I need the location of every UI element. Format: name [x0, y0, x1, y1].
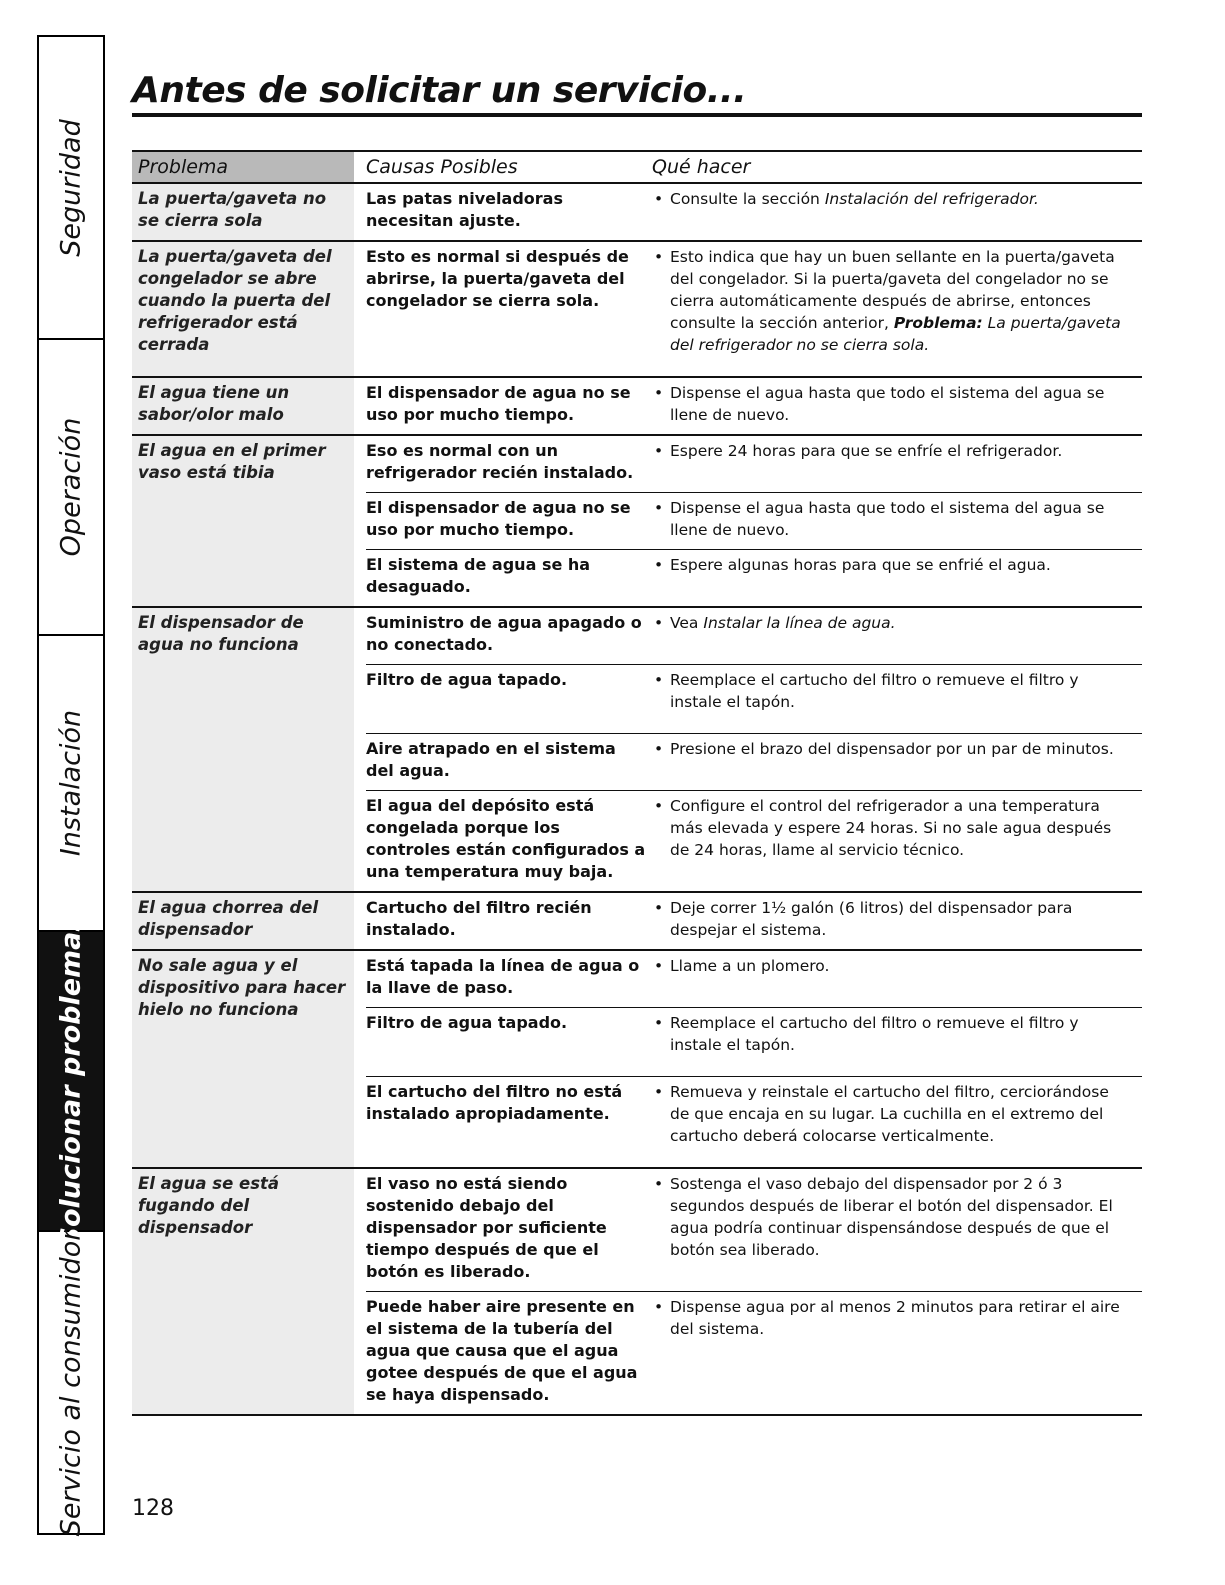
cause-row	[366, 790, 1142, 891]
tab-label: Operación	[55, 417, 87, 557]
solution-text	[652, 554, 1127, 576]
problem-group	[132, 1169, 1142, 1416]
solution-segment: Presione el brazo del dispensador por un par de minutos.	[670, 740, 1114, 758]
cause-text: Puede haber aire presente en el sistema de la tubería del agua que causa que el agua gotee después de que el agua se haya dispensado.	[366, 1297, 638, 1404]
problem-group	[132, 436, 1142, 608]
cause-row	[366, 492, 1142, 549]
header-causas: Causas Posibles	[366, 156, 518, 178]
solution-segment: Sostenga el vaso debajo del dispensador por 2 ó 3 segundos después de liberar el botón del dispensador. El agua podría continuar dispensándose después de que el botón sea liberado.	[670, 1175, 1113, 1259]
cause-row	[366, 1169, 1142, 1291]
cause-row	[366, 733, 1142, 790]
problem-text: No sale agua y el dispositivo para hacer hielo no funciona	[132, 951, 354, 1167]
solution-text	[652, 440, 1127, 462]
cause-text: Eso es normal con un refrigerador recién instalado.	[366, 441, 634, 482]
solution-segment: Reemplace el cartucho del filtro o remueve el filtro y instale el tapón.	[670, 671, 1079, 711]
problem-text: El agua chorrea del dispensador	[132, 893, 354, 949]
cause-text: Las patas niveladoras necesitan ajuste.	[366, 189, 563, 230]
cause-text: Aire atrapado en el sistema del agua.	[366, 739, 616, 780]
cause-text: El cartucho del filtro no está instalado apropiadamente.	[366, 1082, 623, 1123]
cause-text: Cartucho del filtro recién instalado.	[366, 898, 592, 939]
solution-text	[652, 612, 1127, 634]
problem-text: El agua en el primer vaso está tibia	[132, 436, 354, 606]
solution-text	[652, 795, 1127, 861]
tab-label: Servicio al consumidor	[55, 1229, 87, 1536]
problem-text: La puerta/gaveta no se cierra sola	[132, 184, 354, 240]
solution-text	[652, 738, 1127, 760]
tab-1[interactable]	[39, 37, 103, 340]
title-rule	[132, 113, 1142, 117]
problem-group	[132, 242, 1142, 378]
cause-text: El sistema de agua se ha desaguado.	[366, 555, 591, 596]
tab-5[interactable]	[39, 1229, 103, 1536]
column-header-row	[132, 150, 1142, 184]
header-problema: Problema	[132, 152, 354, 182]
problem-group	[132, 951, 1142, 1169]
cause-row	[366, 1007, 1142, 1076]
solution-segment: Llame a un plomero.	[670, 957, 830, 975]
solution-text	[652, 897, 1127, 941]
cause-row	[366, 436, 1142, 492]
solution-segment: Consulte la sección	[670, 190, 825, 208]
cause-text: Está tapada la línea de agua o la llave de paso.	[366, 956, 640, 997]
solution-text	[652, 1081, 1127, 1147]
solution-segment: La puerta/gaveta del refrigerador no se cierra sola.	[670, 314, 1121, 354]
solution-segment: Dispense el agua hasta que todo el sistema del agua se llene de nuevo.	[670, 384, 1105, 424]
tab-2[interactable]	[39, 340, 103, 636]
solution-segment: Configure el control del refrigerador a una temperatura más elevada y espere 24 horas. Si no sale agua después de 24 horas, llame al servicio técnico.	[670, 797, 1112, 859]
solution-segment: Esto indica que hay un buen sellante en la puerta/gaveta del congelador. Si la puerta/gaveta del congelador no se cierra automáticamente después de abrirse, entonces consulte la sección anterior,	[670, 248, 1115, 332]
problem-group	[132, 893, 1142, 951]
cause-row	[366, 184, 1142, 240]
cause-row	[366, 608, 1142, 664]
cause-text: El vaso no está siendo sostenido debajo del dispensador por suficiente tiempo después de que el botón es liberado.	[366, 1174, 607, 1281]
problem-group	[132, 608, 1142, 893]
solution-text	[652, 382, 1127, 426]
solution-text	[652, 1296, 1127, 1340]
cause-row	[366, 893, 1142, 949]
header-que-hacer: Qué hacer	[652, 156, 751, 178]
solution-segment: Dispense el agua hasta que todo el sistema del agua se llene de nuevo.	[670, 499, 1105, 539]
tab-label: Instalación	[55, 709, 87, 857]
solution-text	[652, 1173, 1127, 1261]
solution-text	[652, 497, 1127, 541]
problem-text: El dispensador de agua no funciona	[132, 608, 354, 891]
problem-text: El agua tiene un sabor/olor malo	[132, 378, 354, 434]
tab-4[interactable]	[39, 915, 103, 1247]
page-number: 128	[132, 1496, 174, 1521]
section-tabs	[37, 35, 105, 1535]
solution-segment: Remueva y reinstale el cartucho del filtro, cerciorándose de que encaja en su lugar. La cuchilla en el extremo del cartucho deberá colocarse verticalmente.	[670, 1083, 1109, 1145]
solution-segment: Problema:	[893, 314, 983, 332]
cause-text: El dispensador de agua no se uso por mucho tiempo.	[366, 383, 631, 424]
solution-text	[652, 669, 1127, 713]
solution-segment: Reemplace el cartucho del filtro o remueve el filtro y instale el tapón.	[670, 1014, 1079, 1054]
tab-label: Seguridad	[55, 118, 87, 257]
cause-row	[366, 242, 1142, 376]
solution-segment: Instalar la línea de agua.	[703, 614, 896, 632]
problem-group	[132, 184, 1142, 242]
solution-segment: Vea	[670, 614, 704, 632]
solution-segment: Espere 24 horas para que se enfríe el refrigerador.	[670, 442, 1063, 460]
solution-text	[652, 246, 1127, 356]
page-title: Antes de solicitar un servicio...	[132, 70, 747, 111]
cause-row	[366, 1076, 1142, 1167]
solution-segment: Espere algunas horas para que se enfrié el agua.	[670, 556, 1051, 574]
cause-row	[366, 378, 1142, 434]
problem-text: El agua se está fugando del dispensador	[132, 1169, 354, 1414]
cause-text: Filtro de agua tapado.	[366, 670, 568, 689]
cause-text: Esto es normal si después de abrirse, la puerta/gaveta del congelador se cierra sola.	[366, 247, 629, 310]
tab-label: Solucionar problemas	[55, 915, 87, 1247]
cause-text: El agua del depósito está congelada porque los controles están configurados a una temperatura muy baja.	[366, 796, 646, 881]
solution-text	[652, 1012, 1127, 1056]
cause-row	[366, 549, 1142, 606]
cause-row	[366, 664, 1142, 733]
solution-segment: Instalación del refrigerador.	[824, 190, 1039, 208]
troubleshooting-table	[132, 150, 1142, 1416]
problem-group	[132, 378, 1142, 436]
cause-text: Filtro de agua tapado.	[366, 1013, 568, 1032]
cause-row	[366, 1291, 1142, 1414]
cause-row	[366, 951, 1142, 1007]
solution-segment: Dispense agua por al menos 2 minutos para retirar el aire del sistema.	[670, 1298, 1120, 1338]
tab-3[interactable]	[39, 636, 103, 932]
cause-text: Suministro de agua apagado o no conectado.	[366, 613, 642, 654]
problem-text: La puerta/gaveta del congelador se abre cuando la puerta del refrigerador está cerrada	[132, 242, 354, 376]
problem-groups	[132, 184, 1142, 1416]
solution-text	[652, 188, 1127, 210]
cause-text: El dispensador de agua no se uso por mucho tiempo.	[366, 498, 631, 539]
solution-text	[652, 955, 1127, 977]
solution-segment: Deje correr 1½ galón (6 litros) del dispensador para despejar el sistema.	[670, 899, 1073, 939]
